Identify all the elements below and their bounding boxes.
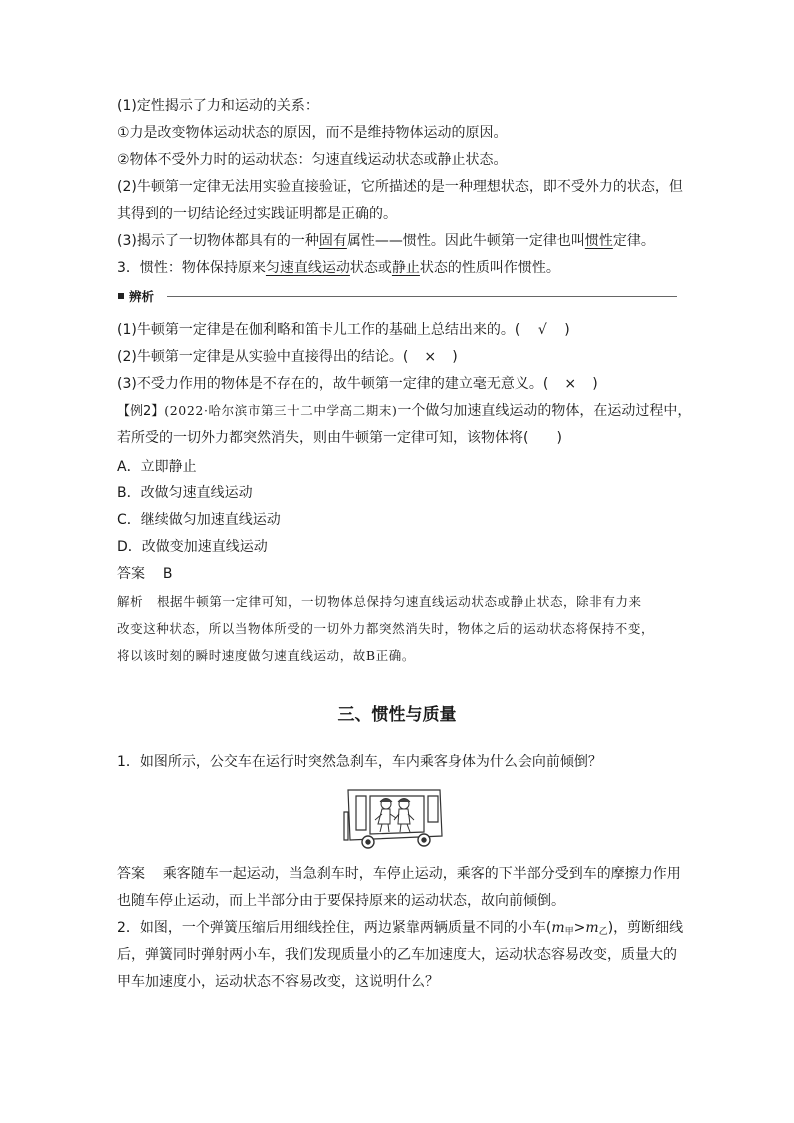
analysis-divider bbox=[117, 289, 677, 305]
bus-body bbox=[344, 790, 442, 840]
question-2-line-1 bbox=[117, 918, 683, 942]
explanation-text: 根据牛顿第一定律可知，一切物体总保持匀速直线运动状态或静止状态，除非有力来 bbox=[156, 594, 642, 609]
intro-line-2: ①力是改变物体运动状态的原因，而不是维持物体运动的原因。 bbox=[117, 125, 508, 141]
square-bullet-icon bbox=[118, 293, 124, 299]
cross-mark: × bbox=[564, 376, 577, 392]
answer-value: B bbox=[162, 566, 173, 582]
answer-label: 答案 bbox=[117, 566, 145, 582]
question-text: 2．如图，一个弹簧压缩后用细线拴住，两边紧靠两辆质量不同的小车( bbox=[117, 920, 552, 936]
section-heading: 三、惯性与质量 bbox=[337, 705, 457, 725]
subscript: 乙 bbox=[598, 927, 608, 937]
explanation-line-2: 改变这种状态，所以当物体所受的一切外力都突然消失时，物体之后的运动状态将保持不变， bbox=[117, 621, 655, 636]
option-d: D．改做变加速直线运动 bbox=[117, 539, 268, 555]
intro-line-4: (2)牛顿第一定律无法用实验直接验证，它所描述的是一种理想状态，即不受外力的状态，但 bbox=[117, 179, 683, 195]
text-span: 属性——惯性。因此牛顿第一定律也叫 bbox=[346, 233, 585, 249]
option-c: C．继续做匀加速直线运动 bbox=[117, 512, 281, 528]
judgement-text: (3)不受力作用的物体是不存在的，故牛顿第一定律的建立毫无意义。( bbox=[117, 376, 549, 392]
text-span: (3)揭示了一切物体都具有的一种 bbox=[117, 233, 319, 249]
check-mark: √ bbox=[537, 322, 547, 338]
question-1: 1．如图所示，公交车在运行时突然急刹车，车内乘客身体为什么会向前倾倒？ bbox=[117, 754, 602, 770]
answer-1-line-1 bbox=[117, 864, 681, 884]
intro-line-3: ②物体不受外力时的运动状态：匀速直线运动状态或静止状态。 bbox=[117, 152, 508, 168]
judgement-text: (2)牛顿第一定律是从实验中直接得出的结论。( bbox=[117, 349, 409, 365]
subscript: 甲 bbox=[564, 927, 574, 937]
explanation-line-1 bbox=[117, 592, 642, 612]
bracket-close: ) bbox=[564, 322, 570, 338]
divider-rule bbox=[167, 296, 677, 297]
underlined-term: 匀速直线运动 bbox=[265, 260, 350, 276]
intro-line-5: 其得到的一切结论经过实践证明都是正确的。 bbox=[117, 206, 397, 222]
analysis-label: 辨析 bbox=[129, 289, 155, 304]
greater-than: > bbox=[573, 920, 586, 936]
judgement-1 bbox=[117, 320, 570, 340]
passenger-figures bbox=[375, 799, 414, 833]
underlined-term: 惯性 bbox=[584, 233, 613, 249]
cross-mark: × bbox=[424, 349, 437, 365]
judgement-text: (1)牛顿第一定律是在伽利略和笛卡儿工作的基础上总结出来的。( bbox=[117, 322, 521, 338]
text-span: 状态的性质叫作惯性。 bbox=[419, 260, 560, 276]
example-source: (2022·哈尔滨市第三十二中学高二期末) bbox=[164, 403, 398, 418]
question-text: )，剪断细线 bbox=[607, 920, 684, 936]
bus-illustration bbox=[342, 782, 446, 854]
question-2-line-3: 甲车加速度小，运动状态不容易改变，这说明什么？ bbox=[117, 974, 439, 990]
underlined-term: 静止 bbox=[391, 260, 420, 276]
example-2-stem-line-1 bbox=[117, 401, 691, 422]
intro-line-6 bbox=[117, 231, 655, 251]
option-a: A．立即静止 bbox=[117, 459, 197, 475]
example-stem: 一个做匀加速直线运动的物体，在运动过程中， bbox=[397, 403, 692, 419]
example-2-stem-line-2: 若所受的一切外力都突然消失，则由牛顿第一定律可知，该物体将( ) bbox=[117, 430, 562, 446]
explanation-label: 解析 bbox=[117, 594, 144, 609]
underlined-term: 固有 bbox=[318, 233, 347, 249]
bus-wheels bbox=[362, 834, 430, 848]
intro-line-7 bbox=[117, 258, 560, 278]
judgement-3 bbox=[117, 374, 598, 394]
text-span: 定律。 bbox=[612, 233, 655, 249]
answer-text: 乘客随车一起运动，当急刹车时，车停止运动，乘客的下半部分受到车的摩擦力作用 bbox=[162, 866, 681, 882]
judgement-2 bbox=[117, 347, 458, 367]
answer-label: 答案 bbox=[117, 866, 145, 882]
example-tag: 【例2】 bbox=[117, 404, 165, 419]
text-span: 3．惯性：物体保持原来 bbox=[117, 260, 266, 276]
example-2-answer bbox=[117, 564, 172, 584]
text-span: 状态或 bbox=[349, 260, 392, 276]
answer-1-line-2: 也随车停止运动，而上半部分由于要保持原来的运动状态，故向前倾倒。 bbox=[117, 893, 565, 909]
mass-symbol: m bbox=[551, 920, 565, 936]
bracket-close: ) bbox=[452, 349, 458, 365]
option-b: B．改做匀速直线运动 bbox=[117, 485, 253, 501]
explanation-line-3: 将以该时刻的瞬时速度做匀速直线运动，故B正确。 bbox=[117, 648, 415, 663]
bracket-close: ) bbox=[592, 376, 598, 392]
intro-line-1: (1)定性揭示了力和运动的关系： bbox=[117, 98, 319, 114]
question-2-line-2: 后，弹簧同时弹射两小车，我们发现质量小的乙车加速度大，运动状态容易改变，质量大的 bbox=[117, 947, 677, 963]
mass-symbol: m bbox=[585, 920, 599, 936]
